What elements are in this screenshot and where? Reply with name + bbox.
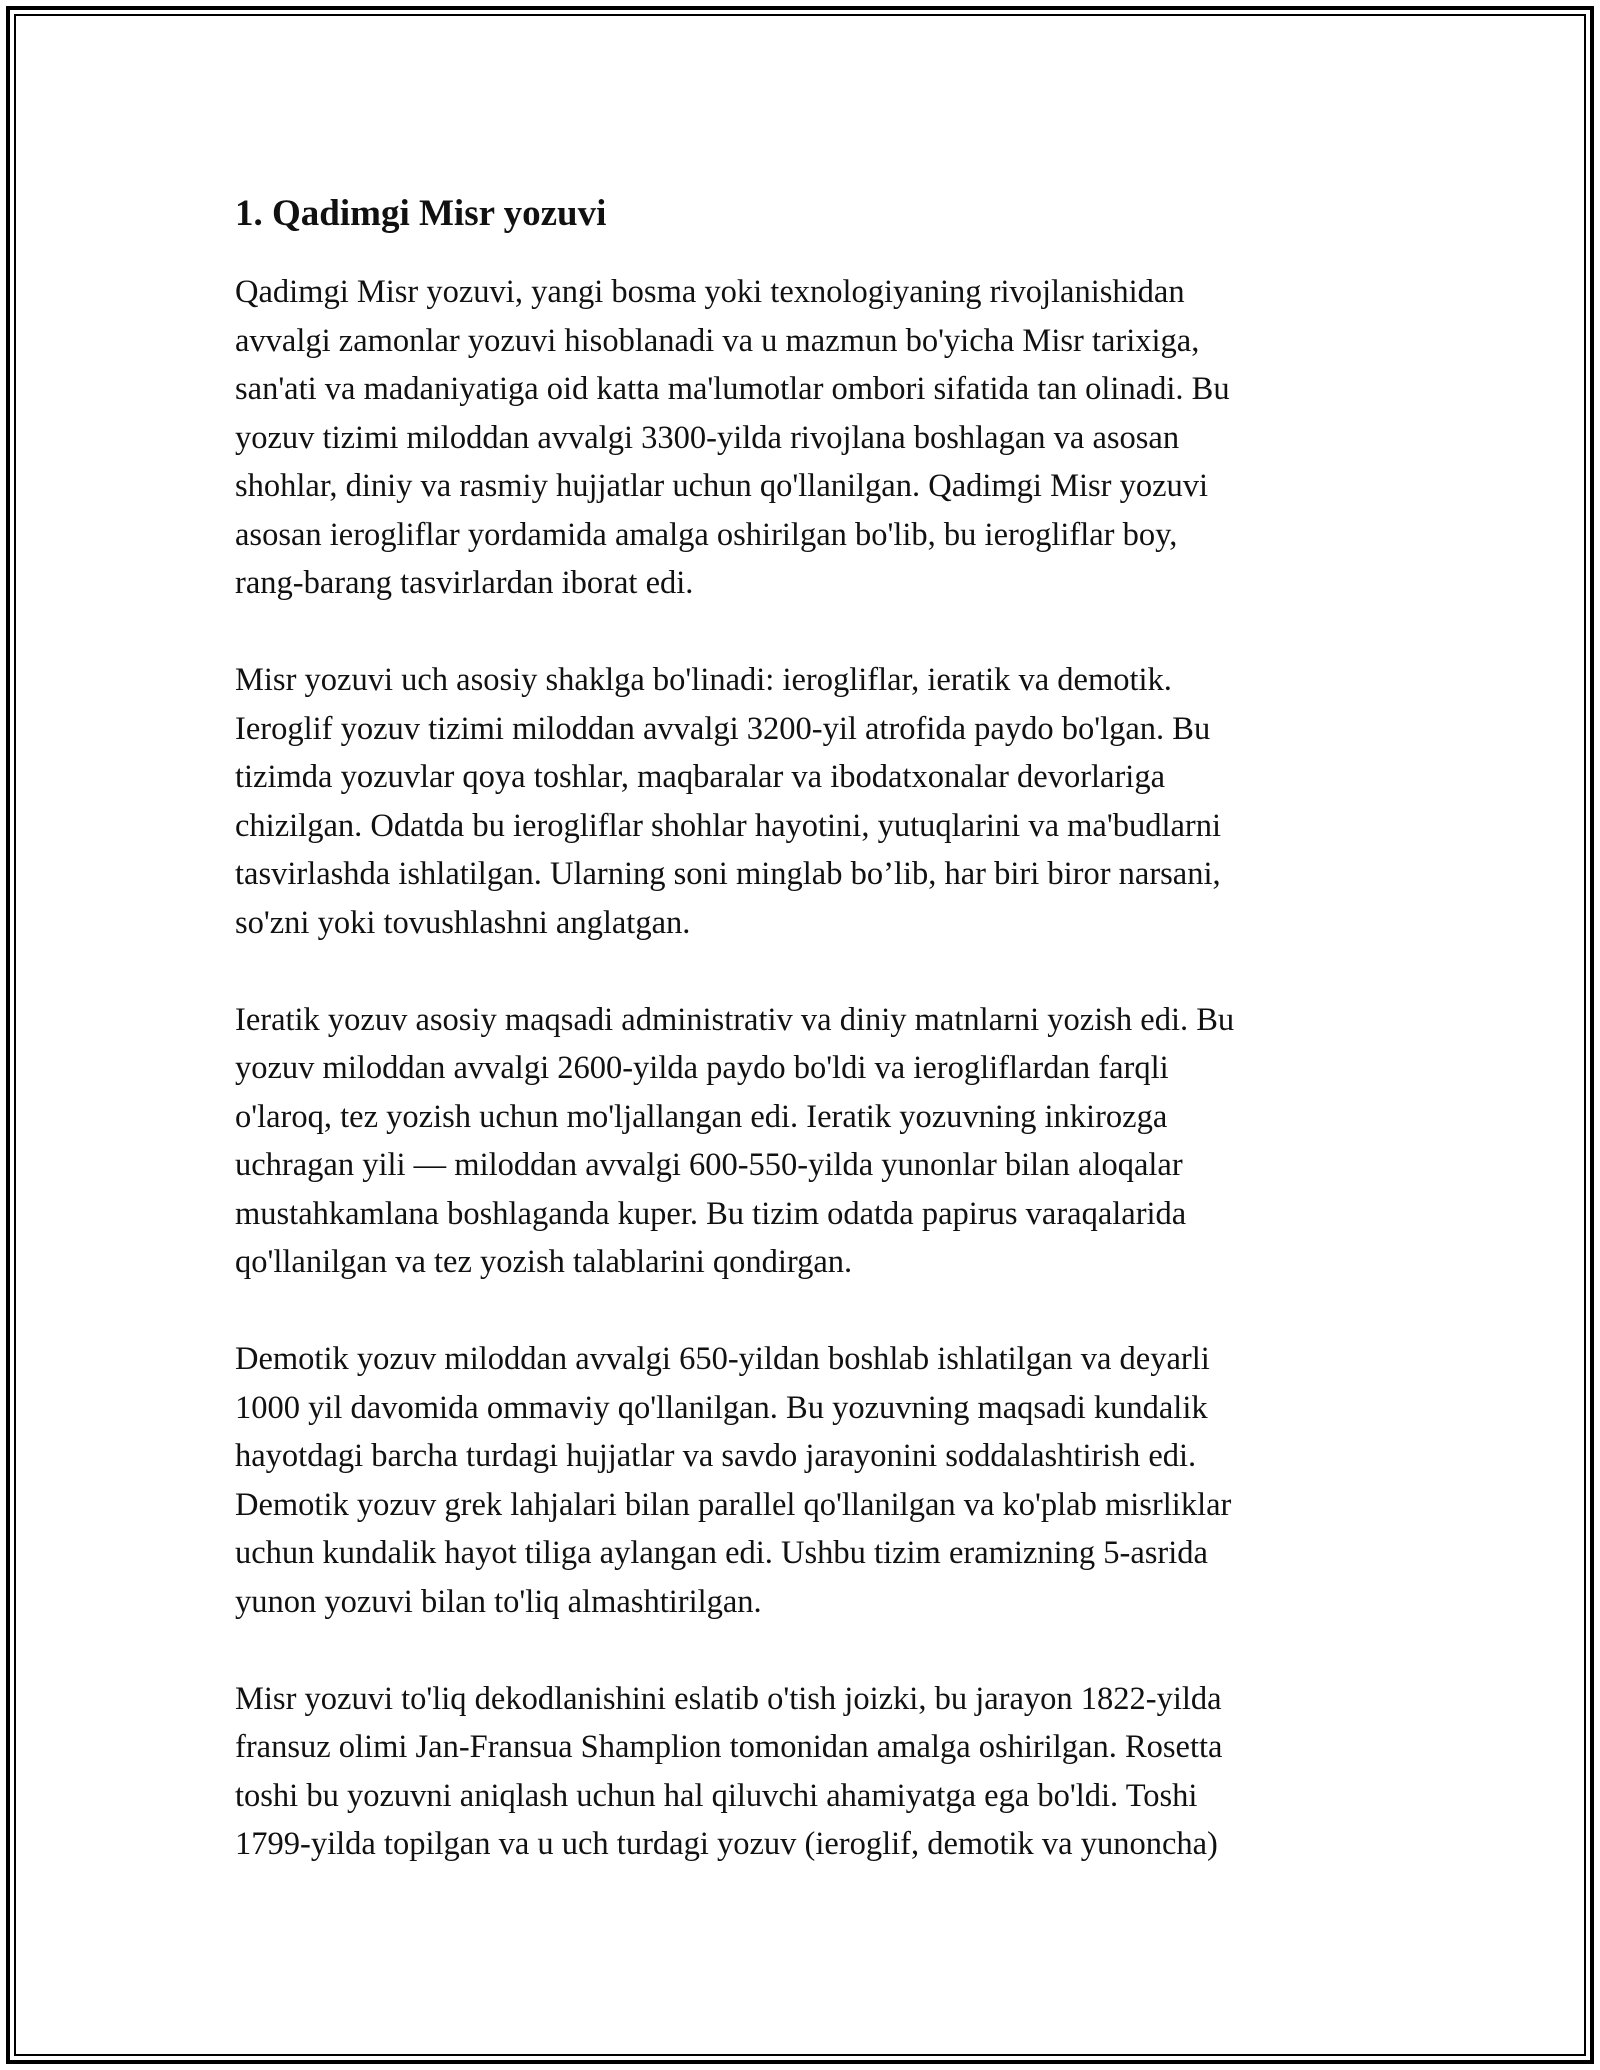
paragraph-demotic: Demotik yozuv miloddan avvalgi 650-yildan boshlab ishlatilgan va deyarli 1000 yil davomida ommaviy qo'llanilgan. Bu yozuvning maqsadi kundalik hayotdagi barcha turdagi hujjatlar va savdo jarayonini soddalashtirish edi. Demotik yozuv grek lahjalari bilan parallel qo'llanilgan va ko'plab misrliklar uchun kundalik hayot tiliga aylangan edi. Ushbu tizim eramizning 5-asrida yunon yozuvi bilan to'liq almashtirilgan. [235,1341,1232,1620]
paragraph-forms: Misr yozuvi uch asosiy shaklga bo'linadi: ierogliflar, ieratik va demotik. Ieroglif yozuv tizimi miloddan avvalgi 3200-yil atrofida paydo bo'lgan. Bu tizimda yozuvlar qoya toshlar, maqbaralar va ibodatxonalar devorlariga chizilgan. Odatda bu ierogliflar shohlar hayotini, yutuqlarini va ma'budlarni tasvirlashda ishlatilgan. Ularning soni minglab bo’lib, har biri biror narsani, so'zni yoki tovushlashni anglatgan. [235,662,1221,941]
paragraph-decoding: Misr yozuvi to'liq dekodlanishini eslatib o'tish joizki, bu jarayon 1822-yilda fransuz olimi Jan-Fransua Shamplion tomonidan amalga oshirilgan. Rosetta toshi bu yozuvni aniqlash uchun hal qiluvchi ahamiyatga ega bo'ldi. Toshi 1799-yilda topilgan va u uch turdagi yozuv (ieroglif, demotik va yunoncha) [235,1680,1223,1862]
paragraph-hieratic: Ieratik yozuv asosiy maqsadi administrativ va diniy matnlarni yozish edi. Bu yozuv miloddan avvalgi 2600-yilda paydo bo'ldi va ierogliflardan farqli o'laroq, tez yozish uchun mo'ljallangan edi. Ieratik yozuvning inkirozga uchragan yili — miloddan avvalgi 600-550-yilda yunonlar bilan aloqalar mustahkamlana boshlaganda kuper. Bu tizim odatda papirus varaqalarida qo'llanilgan va tez yozish talablarini qondirgan. [235,1001,1235,1280]
document-body [235,188,1385,1917]
section-heading: 1. Qadimgi Misr yozuvi [235,193,607,234]
paragraph-intro: Qadimgi Misr yozuvi, yangi bosma yoki texnologiyaning rivojlanishidan avvalgi zamonlar yozuvi hisoblanadi va u mazmun bo'yicha Misr tarixiga, san'ati va madaniyatiga oid katta ma'lumotlar ombori sifatida tan olinadi. Bu yozuv tizimi miloddan avvalgi 3300-yilda rivojlana boshlagan va asosan shohlar, diniy va rasmiy hujjatlar uchun qo'llanilgan. Qadimgi Misr yozuvi asosan ierogliflar yordamida amalga oshirilgan bo'lib, bu ierogliflar boy, rang-barang tasvirlardan iborat edi. [235,274,1230,601]
